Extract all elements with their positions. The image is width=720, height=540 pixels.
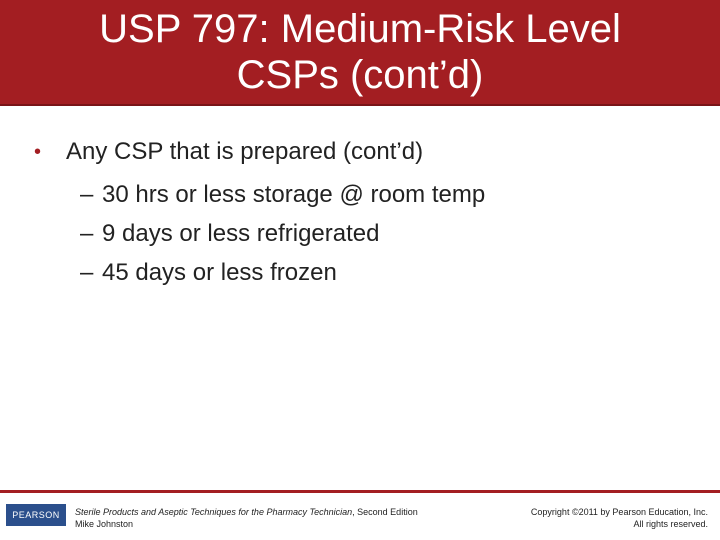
- sub-bullet-marker: –: [80, 220, 94, 247]
- sub-bullet-marker: –: [80, 259, 94, 286]
- book-info: [75, 506, 418, 530]
- slide-title: [0, 6, 720, 98]
- footer-divider: [0, 490, 720, 493]
- bullet-text: Any CSP that is prepared (cont’d): [66, 138, 424, 165]
- bullet-marker: •: [34, 141, 42, 163]
- sub-bullet-item: [80, 175, 485, 214]
- sub-bullet-list: [80, 175, 485, 292]
- copyright-line-1: Copyright ©2011 by Pearson Education, Inc.: [530, 507, 708, 517]
- title-bar: [0, 0, 720, 106]
- pearson-logo: PEARSON: [6, 504, 66, 526]
- copyright-notice: [531, 506, 708, 530]
- sub-bullet-text: 30 hrs or less storage @ room temp: [102, 181, 486, 208]
- sub-bullet-text: 45 days or less frozen: [102, 259, 337, 286]
- sub-bullet-item: [80, 253, 485, 292]
- slide-title-line-2: CSPs (cont’d): [236, 53, 484, 97]
- book-edition: , Second Edition: [352, 507, 418, 517]
- bullet-item: [34, 132, 423, 172]
- sub-bullet-marker: –: [80, 181, 94, 208]
- book-title: Sterile Products and Aseptic Techniques for the Pharmacy Technician: [75, 507, 353, 517]
- book-author: Mike Johnston: [75, 519, 134, 529]
- sub-bullet-item: [80, 214, 485, 253]
- book-citation: [75, 506, 418, 518]
- sub-bullet-text: 9 days or less refrigerated: [102, 220, 380, 247]
- copyright-line-2: All rights reserved.: [633, 519, 708, 529]
- slide-title-line-1: USP 797: Medium-Risk Level: [99, 7, 621, 51]
